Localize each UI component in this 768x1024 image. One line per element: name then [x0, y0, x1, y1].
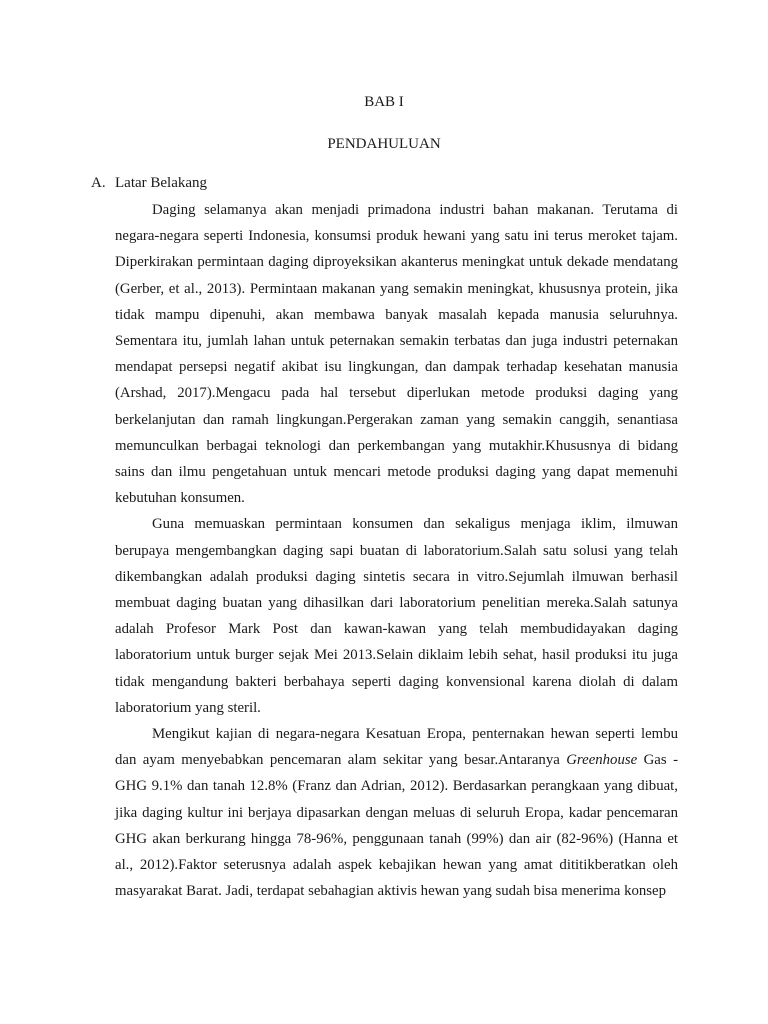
- section-heading: [91, 173, 207, 193]
- paragraph-3-part-2: Gas - GHG 9.1% dan tanah 12.8% (Franz dan Adrian, 2012). Berdasarkan perangkaan yang dibuat, jika daging kultur ini berjaya dipasarkan dengan meluas di seluruh Eropa, kadar pencemaran GHG akan berkurang hingga 78-96%, penggunaan tanah (99%) dan air (82-96%) (Hanna et al., 2012).Faktor seterusnya adalah aspek kebajikan hewan yang amat dititikberatkan oleh masyarakat Barat. Jadi, terdapat sebahagian aktivis hewan yang sudah bisa menerima konsep: [115, 752, 679, 900]
- paragraph-2: Guna memuaskan permintaan konsumen dan sekaligus menjaga iklim, ilmuwan berupaya mengembangkan daging sapi buatan di laboratorium.Salah satu solusi yang telah dikembangkan adalah produksi daging sintetis secara in vitro.Sejumlah ilmuwan berhasil membuat daging buatan yang dihasilkan dari laboratorium penelitian mereka.Salah satunya adalah Profesor Mark Post dan kawan-kawan yang telah membudidayakan daging laboratorium untuk burger sejak Mei 2013.Selain diklaim lebih sehat, hasil produksi itu juga tidak mengandung bakteri berbahaya seperti daging konvensional karena diolah di dalam laboratorium yang steril.: [115, 516, 678, 716]
- body-text: [115, 197, 678, 904]
- italic-term: Greenhouse: [566, 752, 638, 769]
- chapter-number: BAB I: [364, 94, 404, 110]
- paragraph-1: Daging selamanya akan menjadi primadona industri bahan makanan. Terutama di negara-negara seperti Indonesia, konsumsi produk hewani yang satu ini terus meroket tajam. Diperkirakan permintaan daging diproyeksikan akanterus meningkat untuk dekade mendatang (Gerber, et al., 2013). Permintaan makanan yang semakin meningkat, khususnya protein, jika tidak mampu dipenuhi, akan membawa banyak masalah kepada manusia seluruhnya. Sementara itu, jumlah lahan untuk peternakan semakin terbatas dan juga industri peternakan mendapat persepsi negatif akibat isu lingkungan, dan dampak terhadap kesehatan manusia (Arshad, 2017).Mengacu pada hal tersebut diperlukan metode produksi daging yang berkelanjutan dan ramah lingkungan.Pergerakan zaman yang semakin canggih, senantiasa memunculkan berbagai teknologi dan perkembangan yang mutakhir.Khususnya di bidang sains dan ilmu pengetahuan untuk mencari metode produksi daging yang dapat memenuhi kebutuhan konsumen.: [115, 202, 678, 507]
- section-marker: A.: [91, 175, 106, 191]
- paragraph-3-part-1: Mengikut kajian di negara-negara Kesatuan Eropa, penternakan hewan seperti lembu dan ayam menyebabkan pencemaran alam sekitar yang besar.Antaranya: [115, 726, 678, 769]
- section-title: Latar Belakang: [115, 175, 208, 191]
- paragraph-3: [115, 721, 678, 904]
- chapter-title: PENDAHULUAN: [327, 136, 441, 152]
